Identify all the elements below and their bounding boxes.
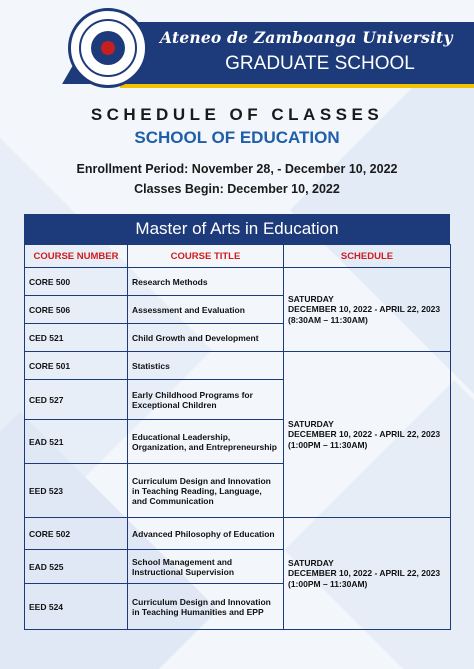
course-number: EAD 521 [25, 420, 128, 464]
schedule-day: SATURDAY [288, 557, 334, 568]
school-name: GRADUATE SCHOOL [225, 53, 415, 74]
enrollment-period: Enrollment Period: November 28, - December 10, 2022 [76, 162, 398, 176]
course-title: Advanced Philosophy of Education [128, 518, 284, 550]
schedule-cell [284, 352, 451, 518]
course-number: CORE 506 [25, 296, 128, 324]
course-number: CED 527 [25, 380, 128, 420]
schedule-cell [284, 518, 451, 630]
document-title: SCHEDULE OF CLASSES [90, 105, 384, 124]
schedule-time: (1:00PM – 11:30AM) [288, 578, 368, 589]
course-title: Statistics [128, 352, 284, 380]
schedule-time: (1:00PM – 11:30AM) [288, 439, 368, 450]
course-number: EED 523 [25, 464, 128, 518]
schedule-dates: DECEMBER 10, 2022 - APRIL 22, 2023 [288, 568, 441, 579]
header-stripe [120, 84, 474, 88]
university-name: Ateneo de Zamboanga University [160, 28, 453, 47]
course-title: Child Growth and Development [128, 324, 284, 352]
course-title: Curriculum Design and Innovation in Teaching Humanities and EPP [128, 584, 284, 630]
table-row [25, 268, 451, 296]
course-title: Educational Leadership, Organization, and Entrepreneurship [128, 420, 284, 464]
course-title: Assessment and Evaluation [128, 296, 284, 324]
course-number: CED 521 [25, 324, 128, 352]
classes-begin: Classes Begin: December 10, 2022 [134, 182, 340, 196]
course-number: CORE 500 [25, 268, 128, 296]
course-title: School Management and Instructional Supervision [128, 550, 284, 584]
course-number: CORE 502 [25, 518, 128, 550]
schedule-dates: DECEMBER 10, 2022 - APRIL 22, 2023 [288, 429, 441, 440]
course-title: Research Methods [128, 268, 284, 296]
column-header: COURSE TITLE [128, 245, 284, 268]
table-row [25, 518, 451, 550]
schedule-table [24, 214, 450, 630]
course-number: EED 524 [25, 584, 128, 630]
column-header: SCHEDULE [284, 245, 451, 268]
table-header-row [25, 245, 451, 268]
document-subtitle: SCHOOL OF EDUCATION [134, 128, 340, 147]
course-number: EAD 525 [25, 550, 128, 584]
course-number: CORE 501 [25, 352, 128, 380]
program-title: Master of Arts in Education [24, 214, 450, 244]
schedule-day: SATURDAY [288, 293, 334, 304]
table-row [25, 352, 451, 380]
course-title: Early Childhood Programs for Exceptional Children [128, 380, 284, 420]
schedule-time: (8:30AM – 11:30AM) [288, 314, 368, 325]
university-seal-icon [68, 8, 148, 88]
schedule-cell [284, 268, 451, 352]
course-table [24, 244, 451, 630]
schedule-day: SATURDAY [288, 418, 334, 429]
letterhead [0, 0, 474, 90]
schedule-dates: DECEMBER 10, 2022 - APRIL 22, 2023 [288, 304, 441, 315]
course-title: Curriculum Design and Innovation in Teaching Reading, Language, and Communication [128, 464, 284, 518]
column-header: COURSE NUMBER [25, 245, 128, 268]
